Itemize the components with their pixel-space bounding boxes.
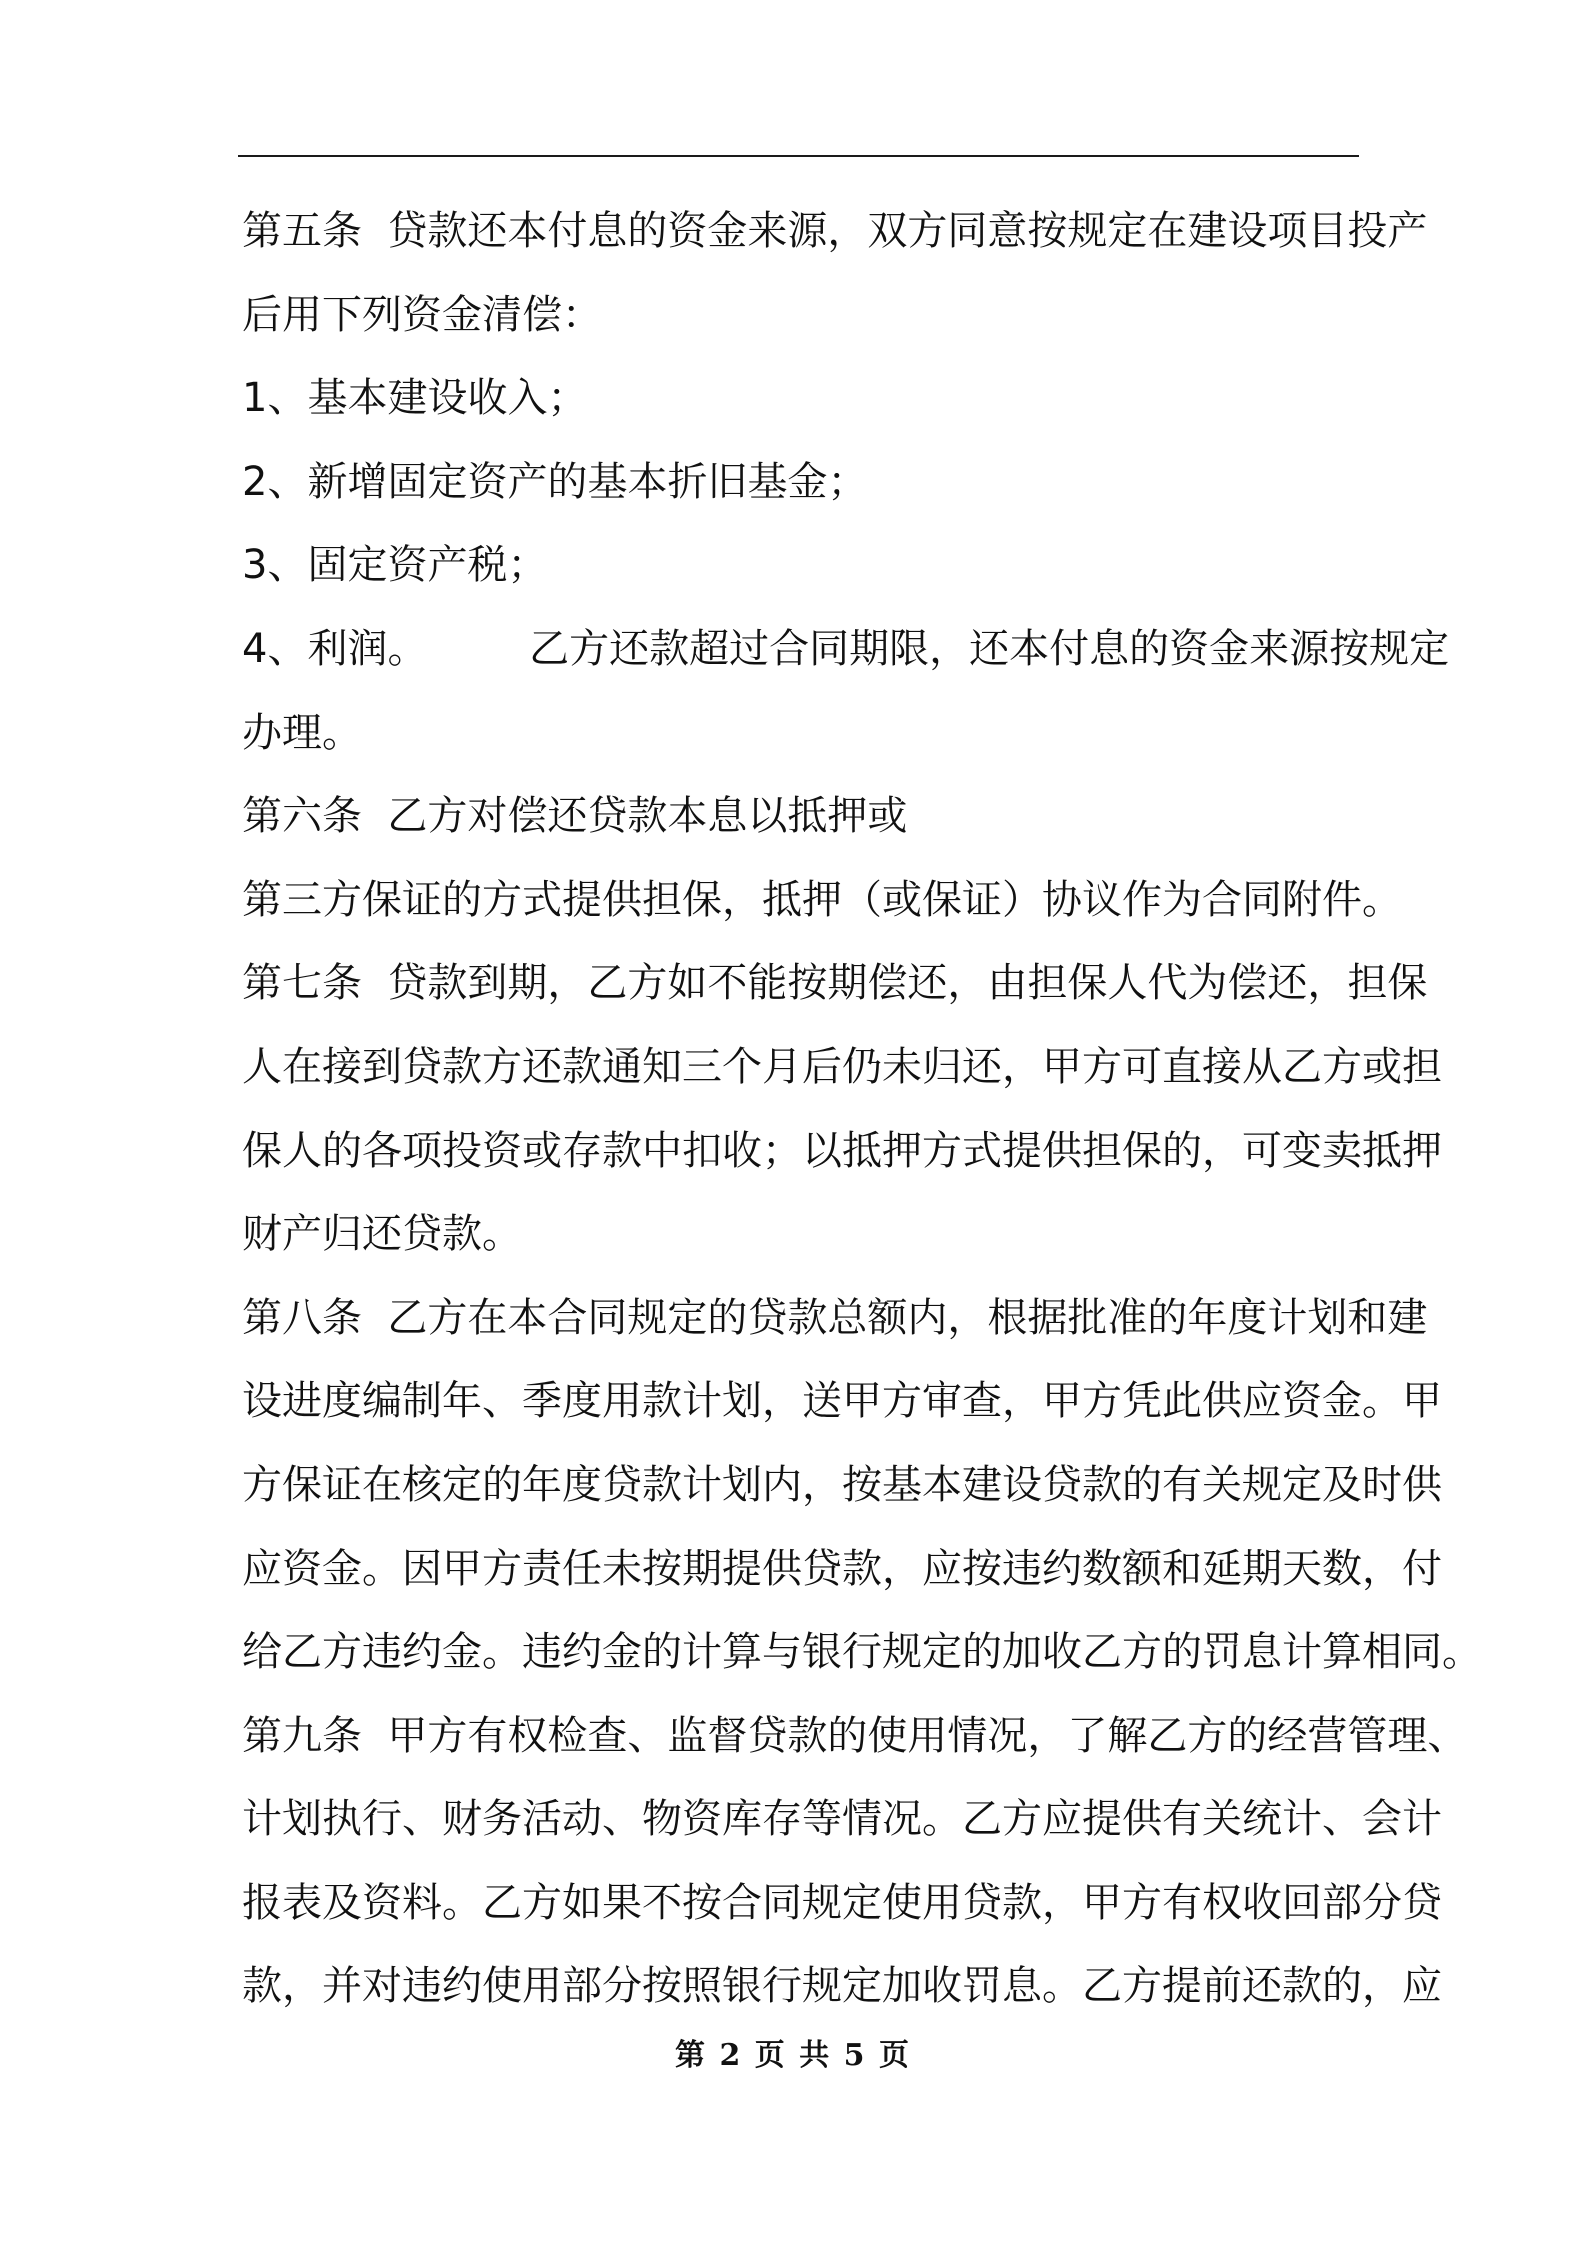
line-text: 3、固定资产税； <box>242 542 548 589</box>
text-line <box>242 274 1402 358</box>
text-line <box>242 692 1402 776</box>
text-line <box>242 1110 1442 1194</box>
text-line <box>242 1778 1442 1862</box>
line-text: 财产归还贷款。 <box>242 1211 522 1258</box>
text-line <box>242 942 1428 1026</box>
line-text: 第五条 贷款还本付息的资金来源，双方同意按规定在建设项目投产 <box>242 208 1428 254</box>
line-text: 款，并对违约使用部分按照银行规定加收罚息。乙方提前还款的，应 <box>242 1963 1442 2010</box>
text-line <box>242 357 1402 441</box>
text-line <box>242 190 1428 274</box>
text-line <box>242 775 1402 859</box>
line-text: 办理。 <box>242 709 362 756</box>
text-line <box>242 1611 1482 1695</box>
text-line <box>242 608 1450 692</box>
line-text: 计划执行、财务活动、物资库存等情况。乙方应提供有关统计、会计 <box>242 1796 1442 1843</box>
text-line <box>242 1695 1468 1779</box>
line-text: 报表及资料。乙方如果不按合同规定使用贷款，甲方有权收回部分贷 <box>242 1879 1442 1926</box>
page-number-footer: 第 2 页 共 5 页 <box>675 2038 911 2073</box>
line-text: 人在接到贷款方还款通知三个月后仍未归还，甲方可直接从乙方或担 <box>242 1043 1442 1090</box>
line-text: 应资金。因甲方责任未按期提供贷款，应按违约数额和延期天数，付 <box>242 1545 1442 1592</box>
line-text: 第七条 贷款到期，乙方如不能按期偿还，由担保人代为偿还，担保 <box>242 960 1428 1007</box>
line-text: 4、利润。 乙方还款超过合同期限，还本付息的资金来源按规定 <box>242 625 1450 672</box>
text-line <box>242 1193 1402 1277</box>
text-line <box>242 1360 1442 1444</box>
line-text: 方保证在核定的年度贷款计划内，按基本建设贷款的有关规定及时供 <box>242 1461 1442 1508</box>
text-line <box>242 1862 1442 1946</box>
text-line <box>242 441 1402 525</box>
line-text: 1、基本建设收入； <box>242 375 588 422</box>
text-line <box>242 859 1402 943</box>
line-text: 第八条 乙方在本合同规定的贷款总额内，根据批准的年度计划和建 <box>242 1294 1428 1341</box>
text-line <box>242 1026 1442 1110</box>
text-line <box>242 1277 1428 1361</box>
line-text: 第三方保证的方式提供担保，抵押（或保证）协议作为合同附件。 <box>242 876 1402 923</box>
text-line <box>242 524 1402 608</box>
text-line <box>242 1444 1442 1528</box>
text-line <box>242 1528 1442 1612</box>
line-text: 第九条 甲方有权检查、监督贷款的使用情况，了解乙方的经营管理、 <box>242 1712 1468 1759</box>
line-text: 保人的各项投资或存款中扣收；以抵押方式提供担保的，可变卖抵押 <box>242 1127 1442 1174</box>
line-text: 给乙方违约金。违约金的计算与银行规定的加收乙方的罚息计算相同。 <box>242 1629 1482 1676</box>
line-text: 设进度编制年、季度用款计划，送甲方审查，甲方凭此供应资金。甲 <box>242 1378 1442 1425</box>
header-rule <box>238 155 1359 157</box>
line-text: 后用下列资金清偿： <box>242 291 602 338</box>
line-text: 2、新增固定资产的基本折旧基金； <box>242 458 868 505</box>
line-text: 第六条 乙方对偿还贷款本息以抵押或 <box>242 793 908 840</box>
text-line <box>242 1945 1442 2029</box>
document-body <box>242 190 1482 2029</box>
